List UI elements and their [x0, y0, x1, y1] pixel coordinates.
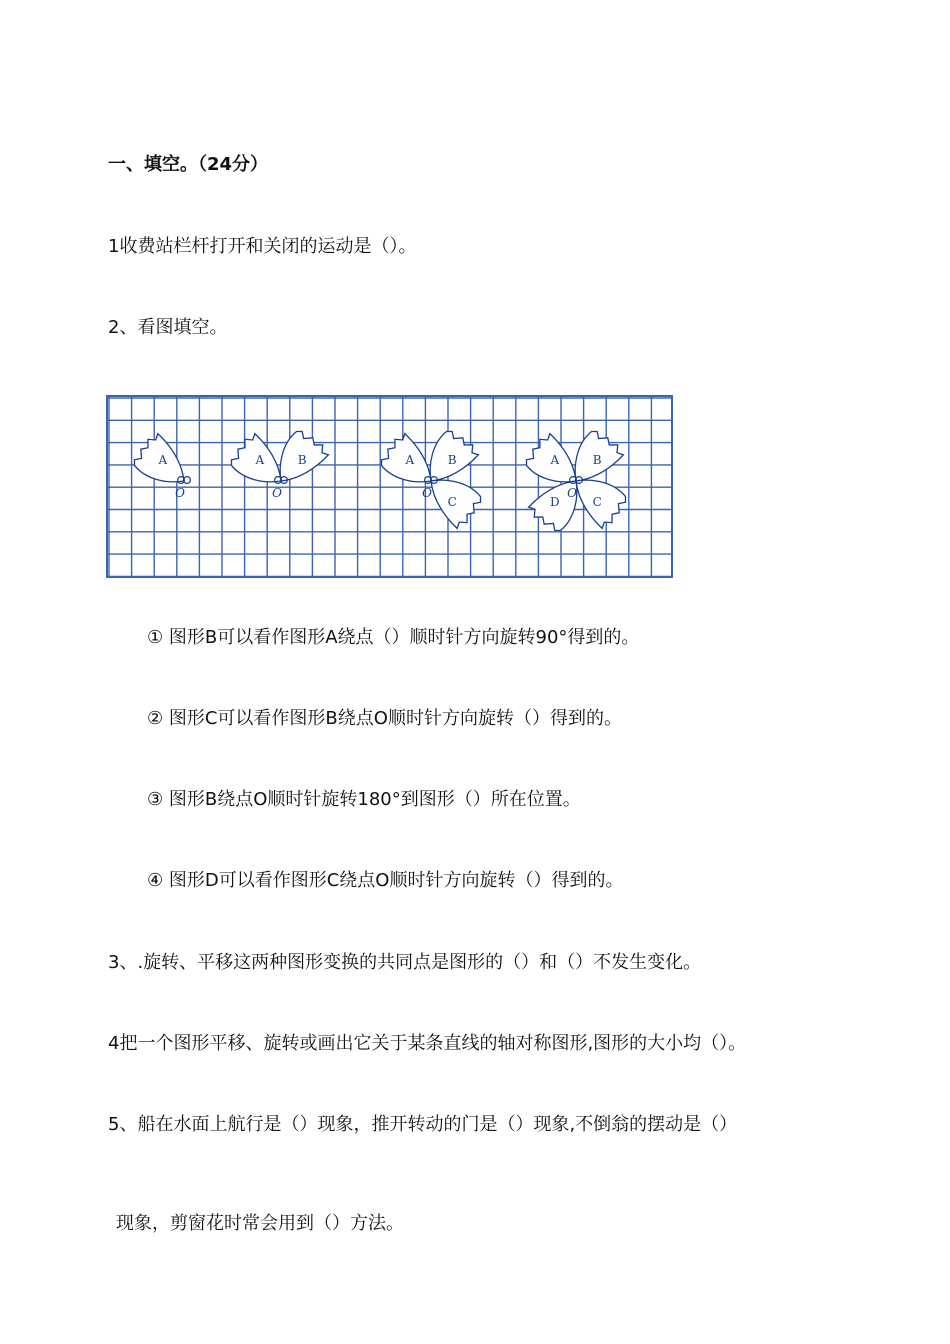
- question-3: 3、.旋转、平移这两种图形变换的共同点是图形的（）和（）不发生变化。: [108, 952, 702, 973]
- question-5-line-1: 5、船在水面上航行是（）现象，推开转动的门是（）现象,不倒翁的摆动是（）: [108, 1114, 738, 1135]
- petal-label-c: C: [592, 495, 602, 510]
- center-label-o: O: [175, 486, 185, 500]
- center-label-o: O: [422, 486, 432, 500]
- question-5-line-2: 现象，剪窗花时常会用到（）方法。: [116, 1213, 404, 1234]
- rotation-grid-svg: [106, 395, 673, 578]
- petal-label-d: D: [549, 495, 560, 510]
- question-2-sub-2: ② 图形C可以看作图形B绕点O顺时针方向旋转（）得到的。: [147, 708, 622, 729]
- petal-label-b: B: [592, 452, 602, 467]
- question-2: 2、看图填空。: [108, 317, 228, 338]
- question-1: 1收费站栏杆打开和关闭的运动是（）。: [108, 236, 417, 257]
- flower-panel-2: [225, 425, 331, 500]
- question-2-sub-4: ④ 图形D可以看作图形C绕点O顺时针方向旋转（）得到的。: [147, 870, 624, 891]
- petal-label-a: A: [550, 452, 560, 467]
- question-2-sub-1: ① 图形B可以看作图形A绕点（）顺时针方向旋转90°得到的。: [147, 627, 640, 648]
- petal-label-b: B: [447, 452, 457, 467]
- question-4: 4把一个图形平移、旋转或画出它关于某条直线的轴对称图形,图形的大小均（）。: [108, 1033, 747, 1054]
- petal-label-a: A: [255, 452, 265, 467]
- petal-label-c: C: [447, 495, 457, 510]
- center-label-o: O: [567, 486, 577, 500]
- petal-label-b: B: [297, 452, 307, 467]
- flower-panel-4: [520, 425, 632, 537]
- petal-label-a: A: [158, 452, 168, 467]
- center-label-o: O: [272, 486, 282, 500]
- question-2-sub-3: ③ 图形B绕点O顺时针旋转180°到图形（）所在位置。: [147, 789, 581, 810]
- flower-panel-1: [128, 432, 195, 500]
- petal-label-a: A: [405, 452, 415, 467]
- rotation-grid-figure: [106, 395, 673, 578]
- section-title: 一、填空。（24分）: [108, 154, 269, 175]
